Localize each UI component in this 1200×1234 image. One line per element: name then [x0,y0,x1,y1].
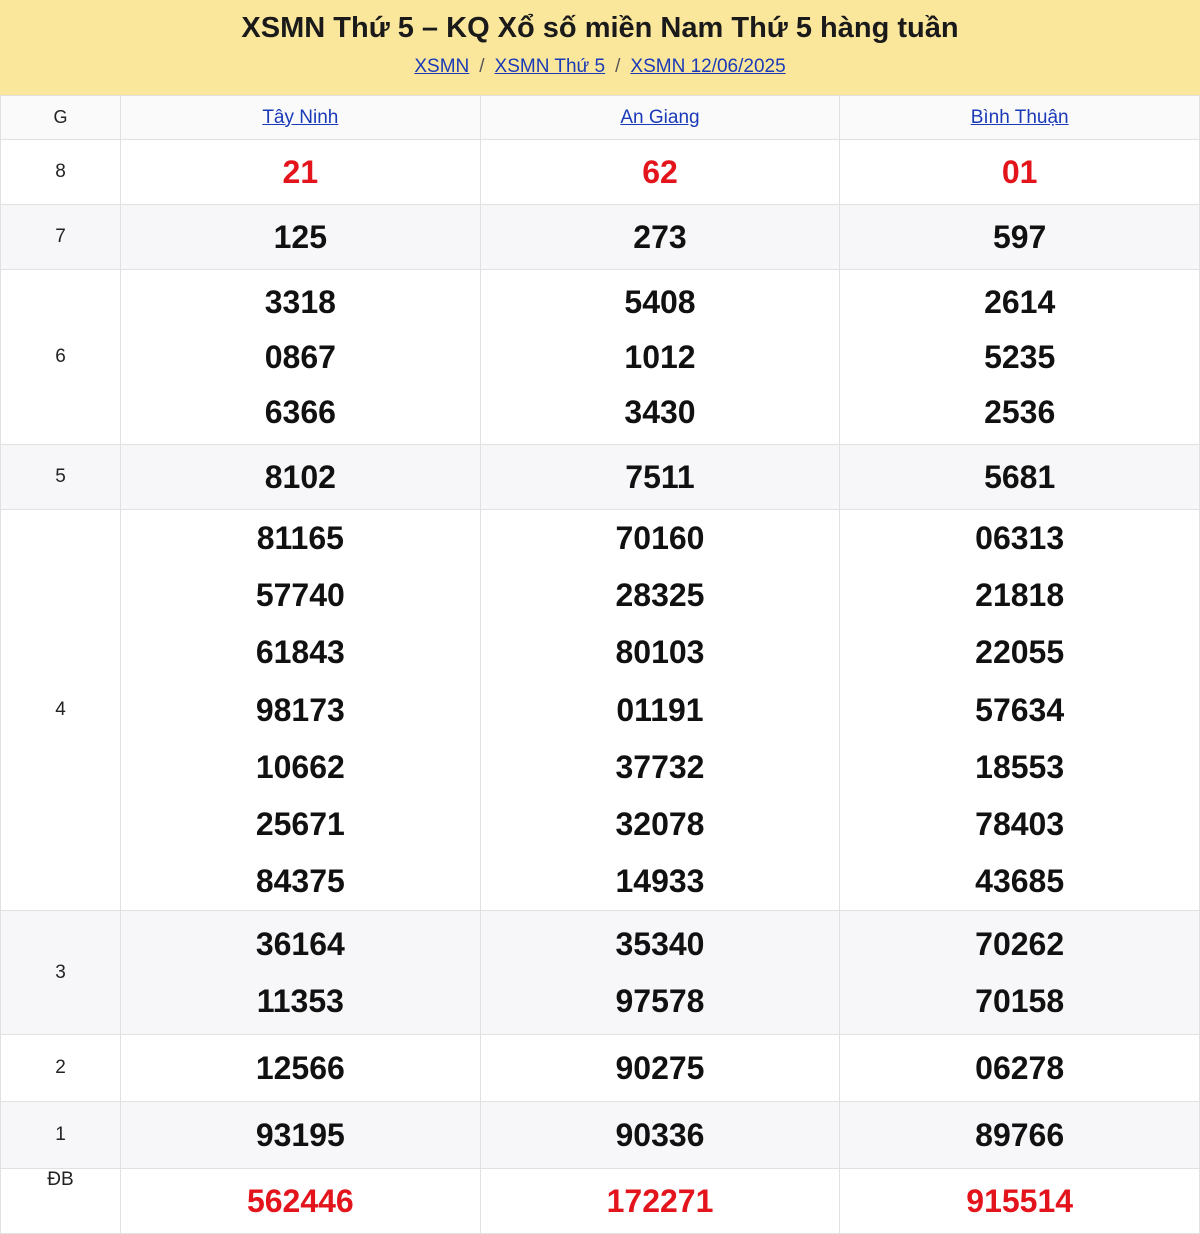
prize-cell [840,510,1200,911]
prize-cell [480,1169,840,1234]
prize-number: 21 [282,153,319,190]
prize-number: 37732 [615,748,705,785]
prize-cell [840,140,1200,205]
prize-number: 5681 [984,458,1056,495]
prize-cell [480,911,840,1035]
prize-cell [480,1035,840,1102]
prize-number: 06278 [975,1049,1065,1086]
prize-number: 80103 [615,634,705,671]
prize-number: 172271 [606,1183,714,1220]
prize-number: 273 [633,218,687,255]
prize-label: ĐB [1,1169,121,1234]
prize-label: 8 [1,140,121,205]
prize-number: 11353 [256,982,344,1019]
prize-number: 3430 [624,393,696,430]
prize-cell [121,140,481,205]
prize-number: 97578 [615,982,705,1019]
prize-number: 21818 [975,577,1065,614]
prize-number: 22055 [975,634,1065,671]
prize-number: 32078 [615,806,705,843]
prize-number: 81165 [256,520,344,556]
prize-number: 36164 [255,925,345,962]
prize-number: 915514 [966,1183,1074,1220]
prize-number: 7511 [625,458,695,495]
prize-cell [480,270,840,445]
breadcrumb-link-xsmn[interactable]: XSMN [414,56,470,77]
prize-cell [840,1035,1200,1102]
prize-number: 61843 [255,634,345,671]
prize-number: 25671 [255,806,345,843]
breadcrumb-link-xsmn-thu-5[interactable]: XSMN Thứ 5 [494,56,606,77]
province-link-tay-ninh[interactable]: Tây Ninh [262,106,339,128]
prize-number: 01191 [616,691,704,728]
prize-number: 78403 [975,806,1065,843]
breadcrumb-separator: / [615,56,621,77]
prize-number: 89766 [975,1116,1065,1153]
prize-number: 2536 [984,393,1056,430]
prize-number: 3318 [264,283,336,320]
province-header [480,96,840,140]
prize-number: 98173 [255,691,345,728]
prize-label: 1 [1,1102,121,1169]
prize-cell [121,1102,481,1169]
page-title: XSMN Thứ 5 – KQ Xổ số miền Nam Thứ 5 hàng tuần [241,12,959,44]
prize-row [1,270,1200,445]
prize-cell [480,205,840,270]
prize-cell [480,1102,840,1169]
prize-cell [840,270,1200,445]
province-header [121,96,481,140]
prize-cell [121,1169,481,1234]
prize-number: 06313 [975,520,1065,556]
prize-number: 0867 [264,338,336,375]
prize-cell [480,140,840,205]
prize-number: 8102 [264,458,336,495]
page-header [0,0,1200,95]
prize-row [1,510,1200,911]
province-header [840,96,1200,140]
prize-row [1,1102,1200,1169]
prize-number: 01 [1001,153,1038,190]
prize-number: 43685 [975,863,1065,900]
table-header-row [1,96,1200,140]
prize-row [1,445,1200,510]
prize-number: 28325 [615,577,705,614]
prize-number: 57634 [975,691,1065,728]
results-table [0,95,1200,1234]
province-link-an-giang[interactable]: An Giang [620,106,700,128]
prize-row [1,1169,1200,1234]
prize-cell [480,445,840,510]
prize-cell [121,205,481,270]
prize-row [1,1035,1200,1102]
prize-number: 12566 [255,1049,345,1086]
breadcrumb [0,55,1200,79]
prize-number: 5408 [624,283,696,320]
prize-label: 5 [1,445,121,510]
prize-number: 90336 [615,1116,705,1153]
prize-number: 84375 [255,863,345,900]
prize-number: 57740 [255,577,345,614]
prize-cell [840,1169,1200,1234]
prize-label: 4 [1,510,121,911]
prize-number: 70158 [975,982,1065,1019]
prize-column-header: G [1,96,121,140]
prize-number: 10662 [255,748,345,785]
prize-row [1,140,1200,205]
breadcrumb-link-date[interactable]: XSMN 12/06/2025 [630,56,786,77]
prize-number: 2614 [984,283,1056,320]
prize-number: 597 [992,218,1047,255]
prize-cell [840,445,1200,510]
prize-cell [121,445,481,510]
prize-label: 3 [1,911,121,1035]
prize-number: 62 [642,153,678,190]
prize-number: 18553 [975,748,1065,785]
prize-label: 7 [1,205,121,270]
prize-number: 125 [273,218,328,255]
prize-cell [121,1035,481,1102]
prize-cell [121,510,481,911]
prize-row [1,911,1200,1035]
prize-number: 70262 [975,925,1065,962]
prize-number: 5235 [984,338,1056,375]
prize-number: 14933 [615,863,705,900]
province-link-binh-thuan[interactable]: Bình Thuận [970,106,1069,128]
prize-cell [121,911,481,1035]
prize-label: 2 [1,1035,121,1102]
prize-label: 6 [1,270,121,445]
prize-number: 90275 [615,1049,705,1086]
prize-number: 93195 [255,1116,345,1153]
prize-table-body [1,140,1200,1234]
prize-number: 70160 [615,520,705,556]
prize-number: 562446 [246,1183,354,1220]
prize-row [1,205,1200,270]
breadcrumb-separator: / [479,56,485,77]
prize-cell [840,1102,1200,1169]
prize-cell [840,205,1200,270]
prize-number: 1012 [624,338,696,375]
prize-number: 6366 [264,393,336,430]
prize-cell [480,510,840,911]
prize-cell [840,911,1200,1035]
prize-cell [121,270,481,445]
prize-number: 35340 [615,925,705,962]
